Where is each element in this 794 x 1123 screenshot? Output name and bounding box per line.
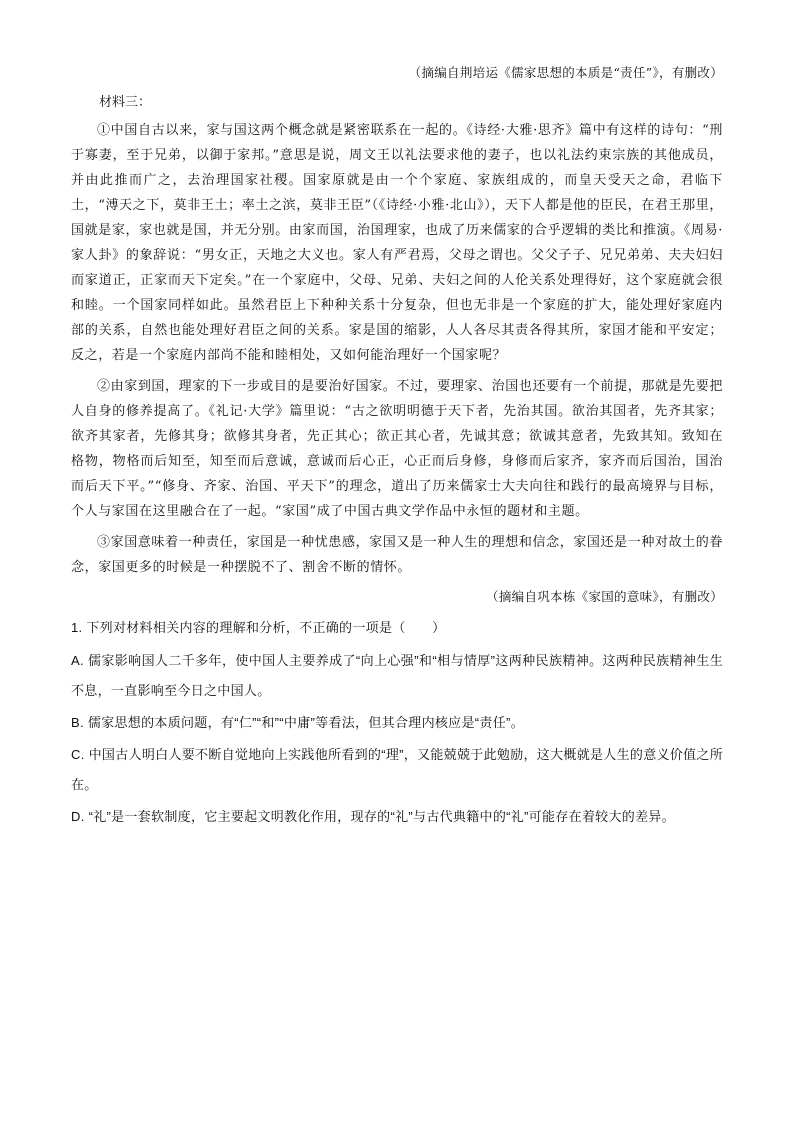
paragraph-3: ③家国意味着一种责任，家国是一种忧患感，家国又是一种人生的理想和信念，家国还是一种对故土的眷念，家国更多的时候是一种摆脱不了、割舍不断的情怀。 <box>71 535 723 575</box>
option-text: 儒家影响国人二千多年，使中国人主要养成了“向上心强”和“相与情厚”这两种民族精神。这两种民族精神生生不息，一直影响至今日之中国人。 <box>71 653 723 698</box>
option-a <box>71 646 723 706</box>
option-text: 中国古人明白人要不断自觉地向上实践他所看到的“理”，又能兢兢于此勉励，这大概就是人生的意义价值之所在。 <box>71 747 723 792</box>
question-stem: 1. 下列对材料相关内容的理解和分析，不正确的一项是（ ） <box>71 620 446 635</box>
option-letter: A. <box>71 653 84 668</box>
option-letter: C. <box>71 747 85 762</box>
option-b <box>71 708 723 738</box>
option-letter: B. <box>71 715 84 730</box>
source-citation-top: （摘编自荆培运《儒家思想的本质是“责任”》，有删改） <box>408 65 723 80</box>
option-text: “礼”是一套软制度，它主要起文明教化作用，现存的“礼”与古代典籍中的“礼”可能存在着较大的差异。 <box>88 809 675 824</box>
option-c <box>71 740 723 800</box>
paragraph-1: ①中国自古以来，家与国这两个概念就是紧密联系在一起的。《诗经·大雅·思齐》篇中有这样的诗句：“刑于寡妻，至于兄弟，以御于家邦。”意思是说，周文王以礼法要求他的妻子，也以礼法约束宗族的其他成员，并由此推而广之，去治理国家社稷。国家原就是由一个个家庭、家族组成的，而皇天受天之命，君临下土，“溥天之下，莫非王土；率土之滨，莫非王臣”（《诗经·小雅·北山》），天下人都是他的臣民，在君王那里，国就是家，家也就是国，并无分别。由家而国，治国理家，也成了历来儒家的合乎逻辑的类比和推演。《周易·家人卦》的象辞说：“男女正，天地之大义也。家人有严君焉，父母之谓也。父父子子、兄兄弟弟、夫夫妇妇而家道正，正家而天下定矣。”在一个家庭中，父母、兄弟、夫妇之间的人伦关系处理得好，这个家庭就会很和睦。一个国家同样如此。虽然君臣上下种种关系十分复杂，但也无非是一个家庭的扩大，能处理好家庭内部的关系，自然也能处理好君臣之间的关系。家是国的缩影，人人各尽其责各得其所，家国才能和平安定；反之，若是一个家庭内部尚不能和睦相处，又如何能治理好一个国家呢？ <box>71 123 723 363</box>
paragraph-2: ②由家到国，理家的下一步或目的是要治好国家。不过，要理家、治国也还要有一个前提，那就是先要把人自身的修养提高了。《礼记·大学》篇里说：“古之欲明明德于天下者，先治其国。欲治其国者，先齐其家；欲齐其家者，先修其身；欲修其身者，先正其心；欲正其心者，先诚其意；欲诚其意者，先致其知。致知在格物，物格而后知至，知至而后意诚，意诚而后心正，心正而后身修，身修而后家齐，家齐而后国治，国治而后天下平。”“修身、齐家、治国、平天下”的理念，道出了历来儒家士大夫向往和践行的最高境界与目标，个人与家国在这里融合在了一起。“家国”成了中国古典文学作品中永恒的题材和主题。 <box>71 379 723 519</box>
option-letter: D. <box>71 809 85 824</box>
option-d <box>71 802 723 832</box>
document-page <box>71 62 723 834</box>
option-text: 儒家思想的本质问题，有“仁”“和”“中庸”等看法，但其合理内核应是“责任”。 <box>87 715 524 730</box>
material-title: 材料三： <box>99 95 152 110</box>
source-citation-bottom: （摘编自巩本栋《家国的意味》，有删改） <box>486 589 723 604</box>
